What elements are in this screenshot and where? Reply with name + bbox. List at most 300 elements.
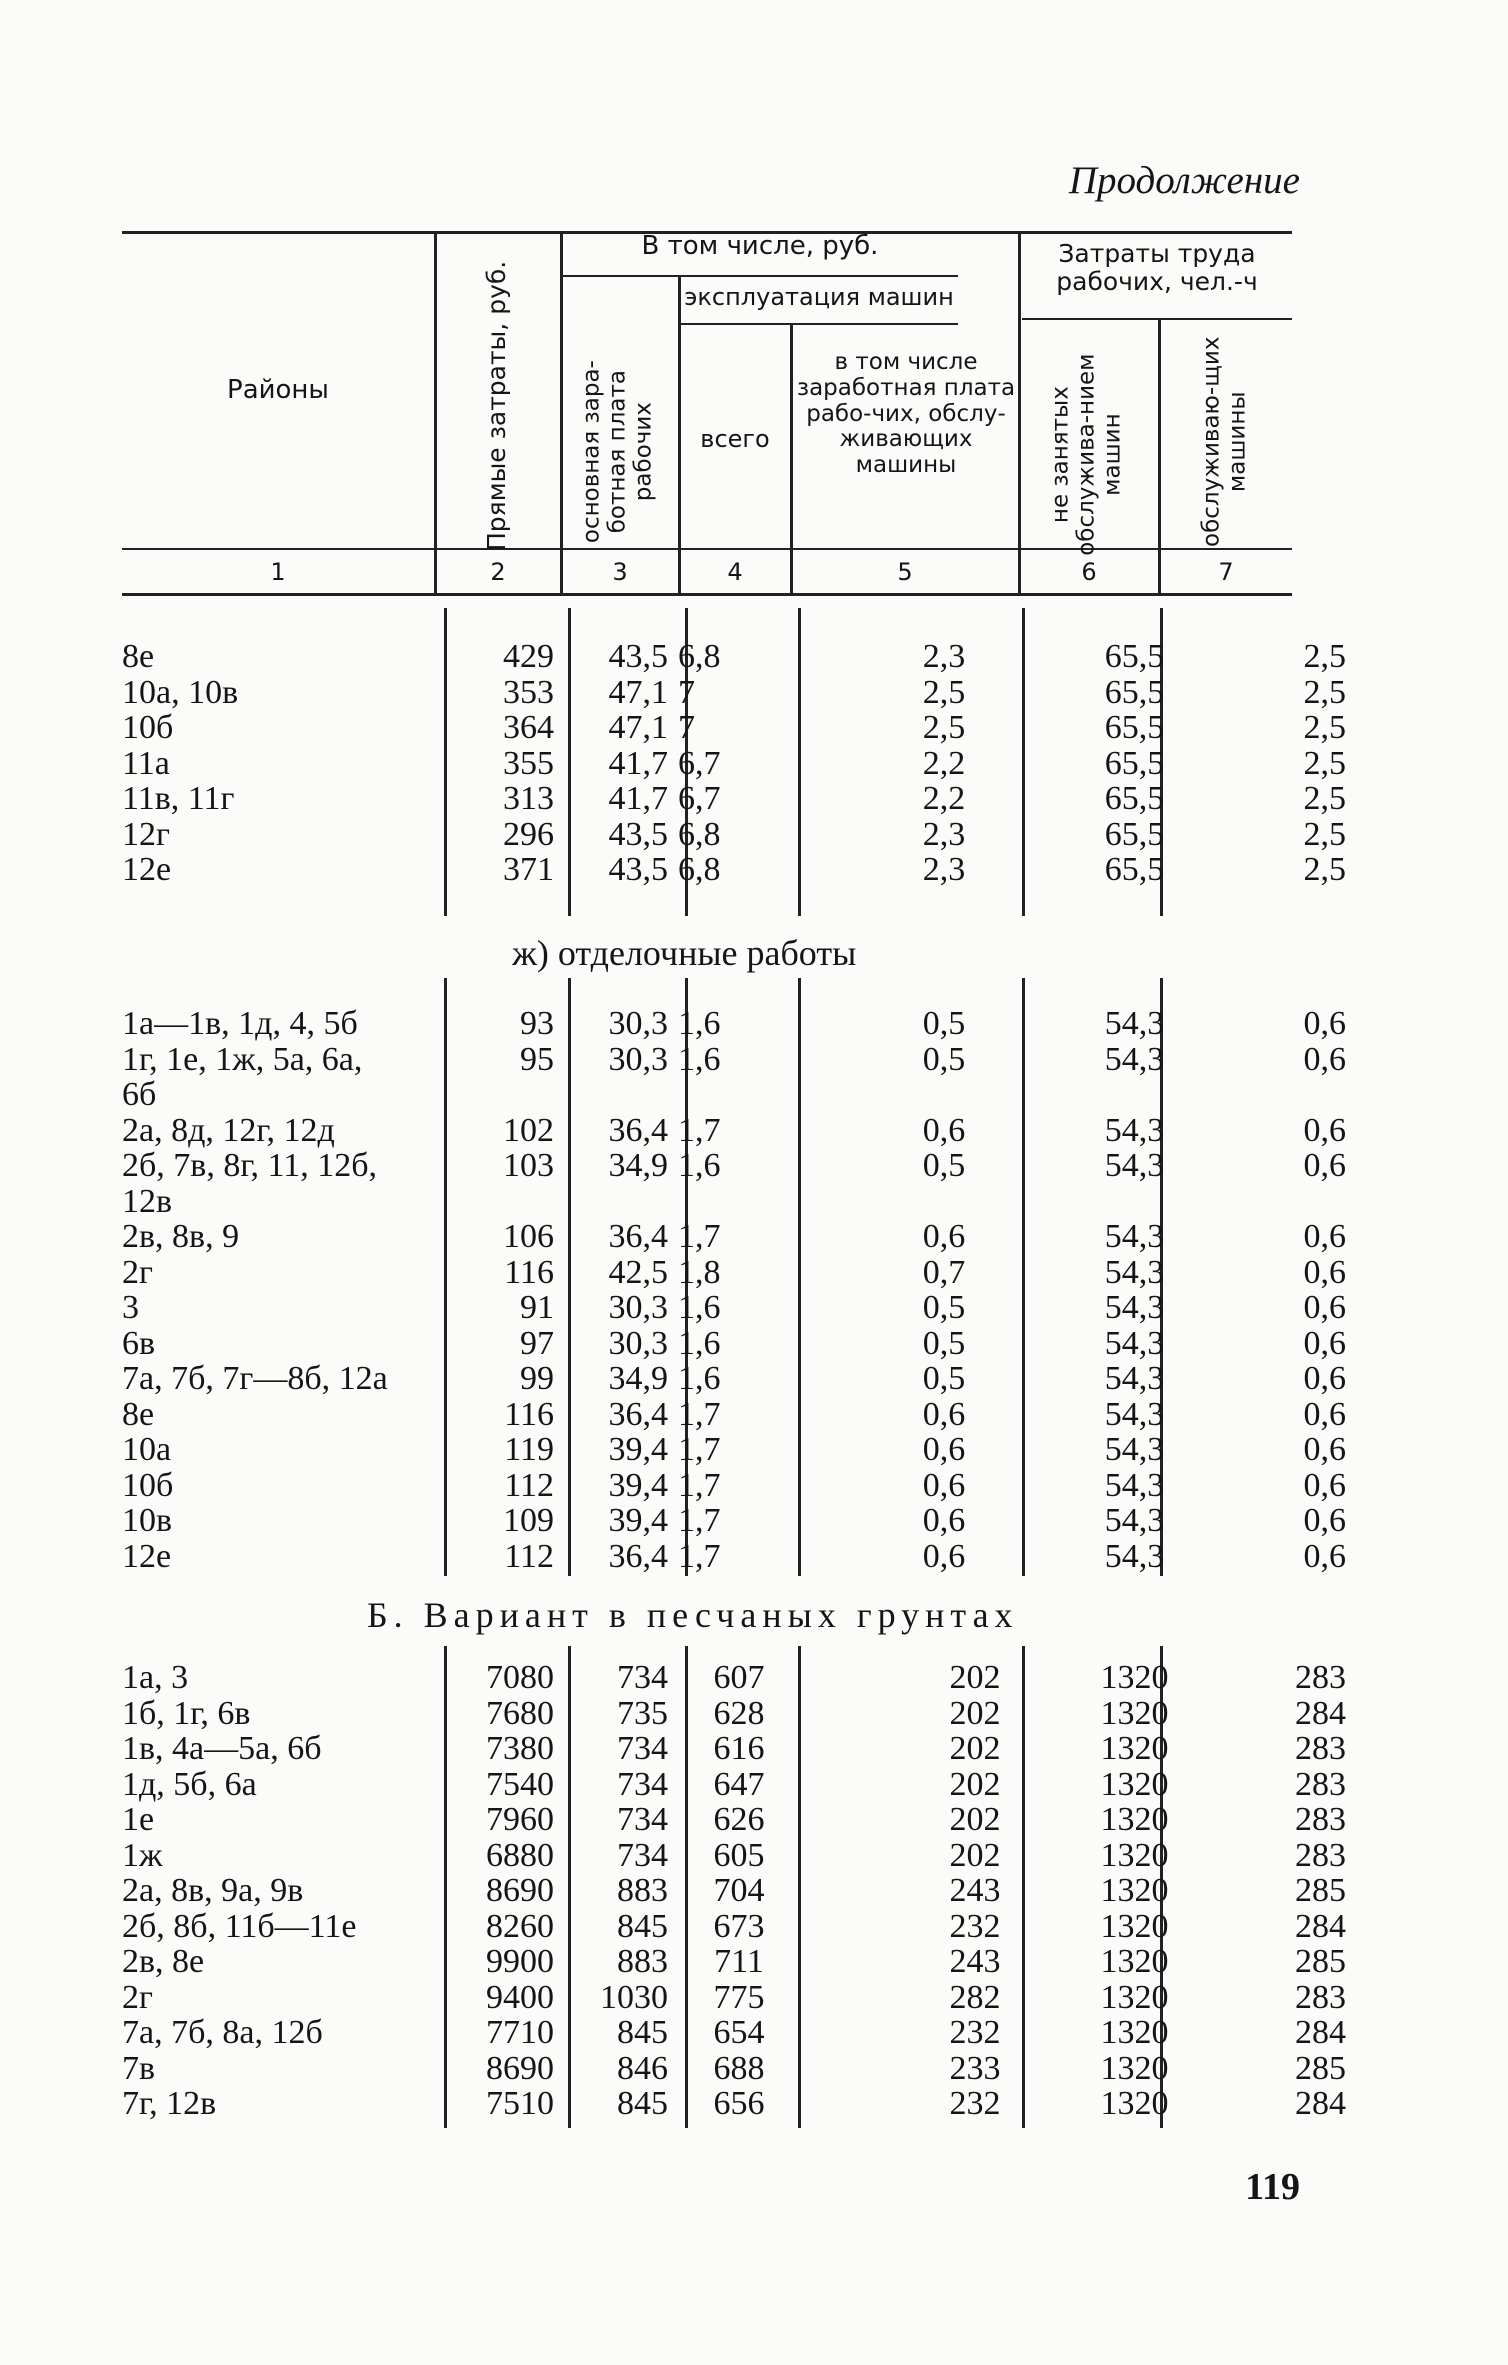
table-row bbox=[122, 1502, 1346, 1539]
cell-value: 283 bbox=[1295, 1978, 1346, 2016]
cell-value: 711 bbox=[714, 1943, 764, 1980]
cell-value: 673 bbox=[713, 1907, 765, 1945]
cell-value: 119 bbox=[504, 1431, 554, 1468]
machines-group-rule bbox=[680, 323, 958, 325]
cell-value: 47,1 bbox=[608, 709, 668, 746]
cell-value: 0,5 bbox=[922, 1360, 966, 1397]
cell-value: 1030 bbox=[600, 1978, 668, 2016]
cell-value: 734 bbox=[617, 1765, 668, 1803]
cell-value: 1,7 bbox=[678, 1218, 721, 1255]
cell-value: 285 bbox=[1295, 2049, 1346, 2087]
cell-value: 36,4 bbox=[608, 1537, 668, 1575]
table-row bbox=[122, 1218, 1346, 1255]
cell-value: 8690 bbox=[486, 2049, 554, 2087]
table-row bbox=[122, 1659, 1346, 1696]
cell-region: 2б, 7в, 8г, 11, 12б, bbox=[122, 1147, 377, 1184]
cell-value: 54,3 bbox=[1104, 1502, 1165, 1539]
col-number: 5 bbox=[897, 558, 913, 586]
cell-value: 1,6 bbox=[678, 1005, 721, 1042]
cell-region: 12е bbox=[122, 1537, 172, 1575]
cell-value: 54,3 bbox=[1104, 1218, 1165, 1255]
cell-value: 1,6 bbox=[678, 1040, 721, 1078]
col-number: 7 bbox=[1218, 558, 1234, 586]
cell-value: 284 bbox=[1295, 2014, 1346, 2051]
cell-value: 54,3 bbox=[1104, 1360, 1165, 1397]
cell-value: 54,3 bbox=[1104, 1289, 1165, 1326]
cell-value: 0,6 bbox=[922, 1218, 966, 1255]
cell-value: 1,7 bbox=[678, 1537, 721, 1575]
table-row bbox=[122, 780, 1346, 817]
cell-value: 1,7 bbox=[678, 1466, 721, 1504]
table-row bbox=[122, 1537, 1346, 1575]
cell-value: 1320 bbox=[1100, 1978, 1169, 2016]
table-row bbox=[122, 1253, 1346, 1291]
cell-value: 607 bbox=[713, 1659, 765, 1696]
cell-value: 232 bbox=[949, 1907, 1001, 1945]
cell-value: 232 bbox=[949, 2014, 1001, 2051]
continuation-label: Продолжение bbox=[1068, 159, 1300, 202]
cell-value: 2,5 bbox=[1303, 815, 1346, 853]
cell-value: 2,5 bbox=[1303, 638, 1346, 675]
cell-value: 103 bbox=[503, 1147, 554, 1184]
cell-value: 0,6 bbox=[1303, 1253, 1346, 1291]
cell-value: 0,6 bbox=[1303, 1218, 1346, 1255]
cell-value: 284 bbox=[1295, 2085, 1346, 2122]
cell-value: 9400 bbox=[486, 1978, 554, 2016]
cell-value: 65,5 bbox=[1104, 815, 1165, 853]
col-header-total: всего bbox=[700, 425, 770, 453]
page-number: 119 bbox=[1245, 2166, 1300, 2208]
cell-value: 54,3 bbox=[1104, 1005, 1165, 1042]
table-row bbox=[122, 1077, 1292, 1113]
cell-value: 65,5 bbox=[1104, 638, 1165, 675]
cell-value: 0,5 bbox=[922, 1147, 966, 1184]
cell-region: 2б, 8б, 11б—11е bbox=[122, 1907, 357, 1945]
col-number: 1 bbox=[270, 558, 286, 586]
table-row bbox=[122, 1730, 1346, 1767]
cell-region: 1в, 4а—5а, 6б bbox=[122, 1730, 322, 1767]
cell-value: 1,7 bbox=[678, 1502, 721, 1539]
col-header-serving: обслуживаю-щих машины bbox=[1198, 336, 1250, 547]
cell-value: 0,6 bbox=[922, 1111, 966, 1149]
cell-region: 1а—1в, 1д, 4, 5б bbox=[122, 1005, 358, 1042]
cell-region: 2а, 8д, 12г, 12д bbox=[122, 1111, 335, 1149]
cell-value: 2,2 bbox=[922, 780, 966, 817]
table-row bbox=[122, 1111, 1346, 1149]
cell-region: 7а, 7б, 7г—8б, 12а bbox=[122, 1360, 388, 1397]
cell-value: 429 bbox=[503, 638, 554, 675]
cell-value: 8690 bbox=[486, 1872, 554, 1909]
cell-value: 1320 bbox=[1100, 1765, 1169, 1803]
cell-value: 647 bbox=[713, 1765, 765, 1803]
cell-value: 734 bbox=[617, 1659, 668, 1696]
col-header-direct-costs: Прямые затраты, руб. bbox=[482, 260, 511, 551]
cell-region: 1а, 3 bbox=[122, 1659, 189, 1696]
cell-value: 202 bbox=[949, 1765, 1001, 1803]
cell-value: 2,5 bbox=[922, 673, 966, 711]
table-row bbox=[122, 709, 1346, 746]
table-row bbox=[122, 815, 1346, 853]
cell-value: 1,8 bbox=[678, 1253, 721, 1291]
table-row bbox=[122, 851, 1346, 888]
table-row bbox=[122, 638, 1346, 675]
cell-value: 34,9 bbox=[608, 1147, 668, 1184]
cell-value: 734 bbox=[617, 1801, 668, 1838]
cell-value: 8260 bbox=[486, 1907, 554, 1945]
cell-value: 2,3 bbox=[922, 815, 966, 853]
cell-value: 54,3 bbox=[1104, 1253, 1165, 1291]
cell-value: 30,3 bbox=[608, 1040, 668, 1078]
cell-value: 65,5 bbox=[1104, 673, 1165, 711]
cell-value: 2,5 bbox=[1303, 851, 1346, 888]
table-row bbox=[122, 1184, 1292, 1220]
cell-region: 7в bbox=[122, 2049, 156, 2087]
cell-value: 1,7 bbox=[678, 1431, 721, 1468]
cell-value: 283 bbox=[1295, 1730, 1346, 1767]
cell-value: 0,6 bbox=[922, 1466, 966, 1504]
labor-group-rule bbox=[1022, 318, 1292, 320]
cell-region: 3 bbox=[122, 1289, 139, 1326]
table-row bbox=[122, 1836, 1346, 1874]
col-header-regions: Районы bbox=[227, 375, 329, 405]
cell-value: 1,7 bbox=[678, 1111, 721, 1149]
cell-value: 628 bbox=[713, 1694, 765, 1732]
cell-value: 0,6 bbox=[1303, 1502, 1346, 1539]
cell-value: 0,6 bbox=[1303, 1324, 1346, 1362]
cell-value: 95 bbox=[520, 1040, 554, 1078]
cell-region: 2г bbox=[122, 1253, 153, 1291]
table-row bbox=[122, 2085, 1346, 2122]
table-row bbox=[122, 673, 1346, 711]
cell-value: 283 bbox=[1295, 1765, 1346, 1803]
cell-value: 54,3 bbox=[1104, 1147, 1165, 1184]
cell-value: 102 bbox=[503, 1111, 554, 1149]
group-header-machines: эксплуатация машин bbox=[684, 283, 954, 311]
cell-region: 10б bbox=[122, 1466, 174, 1504]
col-number: 3 bbox=[612, 558, 628, 586]
cell-value: 202 bbox=[949, 1836, 1001, 1874]
cell-value: 30,3 bbox=[608, 1289, 668, 1326]
cell-value: 2,3 bbox=[922, 638, 966, 675]
col-header-machine-wage: в том числе заработная плата рабо-чих, обслу-живающих машины bbox=[796, 349, 1016, 478]
col-number: 2 bbox=[490, 558, 506, 586]
cell-value: 775 bbox=[713, 1978, 765, 2016]
cell-value: 1320 bbox=[1100, 1836, 1169, 1874]
cell-value: 65,5 bbox=[1104, 780, 1165, 817]
cell-value: 54,3 bbox=[1104, 1324, 1165, 1362]
cell-value: 6,8 bbox=[678, 815, 721, 853]
cell-value: 7540 bbox=[486, 1765, 554, 1803]
cell-value: 1320 bbox=[1100, 2014, 1169, 2051]
table-row bbox=[122, 744, 1346, 782]
cell-value: 65,5 bbox=[1104, 744, 1165, 782]
cell-value: 845 bbox=[617, 2085, 668, 2122]
cell-value: 39,4 bbox=[608, 1502, 668, 1539]
cell-value: 688 bbox=[713, 2049, 765, 2087]
cell-value: 284 bbox=[1295, 1907, 1346, 1945]
cell-value: 1320 bbox=[1100, 1943, 1169, 1980]
cell-value: 7510 bbox=[486, 2085, 554, 2122]
cell-value: 6,8 bbox=[678, 851, 721, 888]
table-row bbox=[122, 1765, 1346, 1803]
cell-value: 2,3 bbox=[922, 851, 966, 888]
cell-value: 202 bbox=[949, 1801, 1001, 1838]
cell-value: 0,6 bbox=[922, 1431, 966, 1468]
cell-value: 243 bbox=[949, 1872, 1001, 1909]
col-number: 6 bbox=[1081, 558, 1097, 586]
cell-value: 0,6 bbox=[922, 1502, 966, 1539]
cell-value: 6,8 bbox=[678, 638, 721, 675]
cell-region: 10в bbox=[122, 1502, 173, 1539]
cell-value: 36,4 bbox=[608, 1111, 668, 1149]
cell-value: 0,6 bbox=[1303, 1537, 1346, 1575]
cell-value: 283 bbox=[1295, 1801, 1346, 1838]
cell-value: 1,6 bbox=[678, 1324, 721, 1362]
cell-value: 0,6 bbox=[1303, 1147, 1346, 1184]
cell-value: 1320 bbox=[1100, 1907, 1169, 1945]
cell-value: 7710 bbox=[486, 2014, 554, 2051]
cell-value: 7080 bbox=[486, 1659, 554, 1696]
cell-value: 0,7 bbox=[922, 1253, 966, 1291]
cell-value: 1,6 bbox=[678, 1360, 721, 1397]
cell-value: 202 bbox=[949, 1730, 1001, 1767]
cell-value: 0,6 bbox=[1303, 1005, 1346, 1042]
col-number: 4 bbox=[727, 558, 743, 586]
cell-value: 1320 bbox=[1100, 1801, 1169, 1838]
cell-value: 1320 bbox=[1100, 1730, 1169, 1767]
cell-value: 1320 bbox=[1100, 2049, 1169, 2087]
cell-region: 11а bbox=[122, 744, 170, 782]
table-row bbox=[122, 2049, 1346, 2087]
cell-region: 8е bbox=[122, 638, 155, 675]
cell-value: 202 bbox=[949, 1694, 1001, 1732]
cell-value: 2,5 bbox=[1303, 709, 1346, 746]
table-row bbox=[122, 1907, 1346, 1945]
cell-value: 34,9 bbox=[608, 1360, 668, 1397]
cell-value: 616 bbox=[713, 1730, 765, 1767]
cell-value: 106 bbox=[503, 1218, 554, 1255]
cell-value: 41,7 bbox=[608, 780, 668, 817]
cell-value: 6,7 bbox=[678, 744, 721, 782]
cell-value: 97 bbox=[520, 1324, 554, 1362]
cell-value: 7680 bbox=[486, 1694, 554, 1732]
cell-value: 54,3 bbox=[1104, 1431, 1165, 1468]
cell-value: 283 bbox=[1295, 1836, 1346, 1874]
cell-value: 283 bbox=[1295, 1659, 1346, 1696]
cell-value: 47,1 bbox=[608, 673, 668, 711]
cell-value: 883 bbox=[617, 1872, 668, 1909]
cell-value: 0,5 bbox=[922, 1324, 966, 1362]
cell-region: 2в, 8е bbox=[122, 1943, 205, 1980]
cell-value: 1320 bbox=[1100, 2085, 1169, 2122]
cell-value: 0,6 bbox=[1303, 1395, 1346, 1433]
cell-region: 2г bbox=[122, 1978, 153, 2016]
cell-region: 11в, 11г bbox=[122, 780, 235, 817]
cell-value: 883 bbox=[617, 1943, 668, 1980]
cell-region: 8е bbox=[122, 1395, 155, 1433]
header-divider bbox=[560, 231, 563, 593]
cell-value: 43,5 bbox=[608, 638, 668, 675]
table-row bbox=[122, 1289, 1346, 1326]
cell-value: 285 bbox=[1295, 1872, 1346, 1909]
cell-value: 364 bbox=[503, 709, 554, 746]
table-row bbox=[122, 1005, 1346, 1042]
cell-value: 654 bbox=[713, 2014, 765, 2051]
cell-value: 0,5 bbox=[922, 1040, 966, 1078]
cell-value: 0,6 bbox=[1303, 1111, 1346, 1149]
data-table bbox=[122, 218, 1346, 2128]
section-sand: Б. Вариант в песчаных грунтах bbox=[367, 1595, 1019, 1635]
table-row bbox=[122, 1324, 1346, 1362]
cell-region: 12е bbox=[122, 851, 172, 888]
group-header-rub: В том числе, руб. bbox=[641, 231, 879, 261]
table-row bbox=[122, 1694, 1346, 1732]
cell-value: 112 bbox=[504, 1466, 554, 1504]
cell-value: 734 bbox=[617, 1730, 668, 1767]
cell-value: 54,3 bbox=[1104, 1466, 1165, 1504]
col-header-not-serving: не занятых обслужива-нием машин bbox=[1047, 353, 1125, 556]
cell-value: 2,2 bbox=[922, 744, 966, 782]
cell-region: 12г bbox=[122, 815, 170, 853]
cell-value: 1,6 bbox=[678, 1289, 721, 1326]
table-row bbox=[122, 2014, 1346, 2051]
cell-value: 0,5 bbox=[922, 1289, 966, 1326]
table-row bbox=[122, 1147, 1346, 1184]
cell-value: 99 bbox=[520, 1360, 554, 1397]
cell-value: 42,5 bbox=[608, 1253, 668, 1291]
cell-region: 1д, 5б, 6а bbox=[122, 1765, 257, 1803]
cell-region: 1ж bbox=[122, 1836, 163, 1874]
cell-value: 54,3 bbox=[1104, 1040, 1165, 1078]
cell-region: 1е bbox=[122, 1801, 155, 1838]
cell-value: 232 bbox=[949, 2085, 1001, 2122]
group-header-labor: Затраты труда рабочих, чел.-ч bbox=[1056, 239, 1258, 296]
cell-region: 1г, 1е, 1ж, 5а, 6а, bbox=[122, 1040, 363, 1078]
cell-value: 116 bbox=[504, 1253, 554, 1291]
cell-value: 7380 bbox=[486, 1730, 554, 1767]
cell-value: 353 bbox=[503, 673, 554, 711]
cell-value: 65,5 bbox=[1104, 851, 1165, 888]
table-row bbox=[122, 1360, 1346, 1397]
cell-value: 0,6 bbox=[1303, 1360, 1346, 1397]
cell-value: 6880 bbox=[486, 1836, 554, 1874]
cell-value: 6,7 bbox=[678, 780, 721, 817]
cell-value: 43,5 bbox=[608, 815, 668, 853]
table-row bbox=[122, 1040, 1346, 1078]
table-row bbox=[122, 1943, 1346, 1980]
cell-value: 1,6 bbox=[678, 1147, 721, 1184]
cell-value: 313 bbox=[503, 780, 554, 817]
cell-region: 10б bbox=[122, 709, 174, 746]
cell-value: 65,5 bbox=[1104, 709, 1165, 746]
cell-value: 285 bbox=[1295, 1943, 1346, 1980]
cell-value: 243 bbox=[949, 1943, 1001, 1980]
table-row bbox=[122, 1466, 1346, 1504]
cell-value: 109 bbox=[503, 1502, 554, 1539]
cell-value: 0,6 bbox=[922, 1395, 966, 1433]
cell-value: 371 bbox=[503, 851, 554, 888]
cell-value: 845 bbox=[617, 1907, 668, 1945]
header-divider bbox=[1018, 231, 1021, 593]
cell-value: 30,3 bbox=[608, 1005, 668, 1042]
cell-region: 10а bbox=[122, 1431, 172, 1468]
cell-value: 91 bbox=[520, 1289, 554, 1326]
cell-value: 2,5 bbox=[1303, 744, 1346, 782]
cell-value: 704 bbox=[713, 1872, 765, 1909]
cell-value: 0,5 bbox=[922, 1005, 966, 1042]
cell-region: 7а, 7б, 8а, 12б bbox=[122, 2014, 323, 2051]
table-row bbox=[122, 1395, 1346, 1433]
section-finishing: ж) отделочные работы bbox=[512, 933, 857, 973]
cell-region: 2в, 8в, 9 bbox=[122, 1218, 240, 1255]
cell-region: 12в bbox=[122, 1182, 173, 1220]
cell-value: 845 bbox=[617, 2014, 668, 2051]
cell-region: 6б bbox=[122, 1076, 157, 1113]
cell-value: 43,5 bbox=[608, 851, 668, 888]
cell-value: 626 bbox=[713, 1801, 765, 1838]
cell-value: 605 bbox=[713, 1836, 765, 1874]
cell-region: 7г, 12в bbox=[122, 2085, 217, 2122]
header-divider bbox=[434, 231, 437, 593]
cell-value: 0,6 bbox=[922, 1537, 966, 1575]
cell-value: 2,5 bbox=[1303, 780, 1346, 817]
cell-value: 39,4 bbox=[608, 1466, 668, 1504]
cell-value: 1,7 bbox=[678, 1395, 721, 1433]
header-divider bbox=[790, 323, 793, 593]
cell-value: 54,3 bbox=[1104, 1537, 1165, 1575]
cell-value: 7 bbox=[678, 709, 695, 746]
cell-value: 1320 bbox=[1100, 1872, 1169, 1909]
cell-value: 41,7 bbox=[608, 744, 668, 782]
cell-value: 112 bbox=[504, 1537, 554, 1575]
cell-value: 233 bbox=[949, 2049, 1001, 2087]
table-row bbox=[122, 1978, 1346, 2016]
table-row bbox=[122, 1431, 1346, 1468]
cell-value: 656 bbox=[713, 2085, 765, 2122]
cell-value: 284 bbox=[1295, 1694, 1346, 1732]
cell-value: 202 bbox=[949, 1659, 1001, 1696]
cell-value: 54,3 bbox=[1104, 1111, 1165, 1149]
cell-value: 296 bbox=[503, 815, 554, 853]
cell-value: 2,5 bbox=[1303, 673, 1346, 711]
cell-value: 1320 bbox=[1100, 1694, 1169, 1732]
cell-value: 54,3 bbox=[1104, 1395, 1165, 1433]
cell-region: 2а, 8в, 9а, 9в bbox=[122, 1872, 304, 1909]
cell-value: 36,4 bbox=[608, 1395, 668, 1433]
cell-value: 7 bbox=[678, 673, 695, 711]
cell-value: 0,6 bbox=[1303, 1431, 1346, 1468]
cell-value: 116 bbox=[504, 1395, 554, 1433]
cell-value: 39,4 bbox=[608, 1431, 668, 1468]
numbers-bottom-rule bbox=[122, 593, 1292, 596]
cell-value: 1320 bbox=[1100, 1659, 1169, 1696]
cell-region: 10а, 10в bbox=[122, 673, 239, 711]
cell-value: 0,6 bbox=[1303, 1466, 1346, 1504]
header-divider bbox=[1158, 318, 1161, 593]
cell-value: 2,5 bbox=[922, 709, 966, 746]
cell-value: 0,6 bbox=[1303, 1289, 1346, 1326]
cell-region: 6в bbox=[122, 1324, 156, 1362]
table-row bbox=[122, 1872, 1346, 1909]
cell-region: 1б, 1г, 6в bbox=[122, 1694, 251, 1732]
cell-value: 30,3 bbox=[608, 1324, 668, 1362]
rub-group-rule bbox=[562, 275, 958, 277]
cell-value: 36,4 bbox=[608, 1218, 668, 1255]
cell-value: 282 bbox=[949, 1978, 1001, 2016]
cell-value: 846 bbox=[617, 2049, 668, 2087]
cell-value: 735 bbox=[617, 1694, 668, 1732]
cell-value: 93 bbox=[520, 1005, 554, 1042]
